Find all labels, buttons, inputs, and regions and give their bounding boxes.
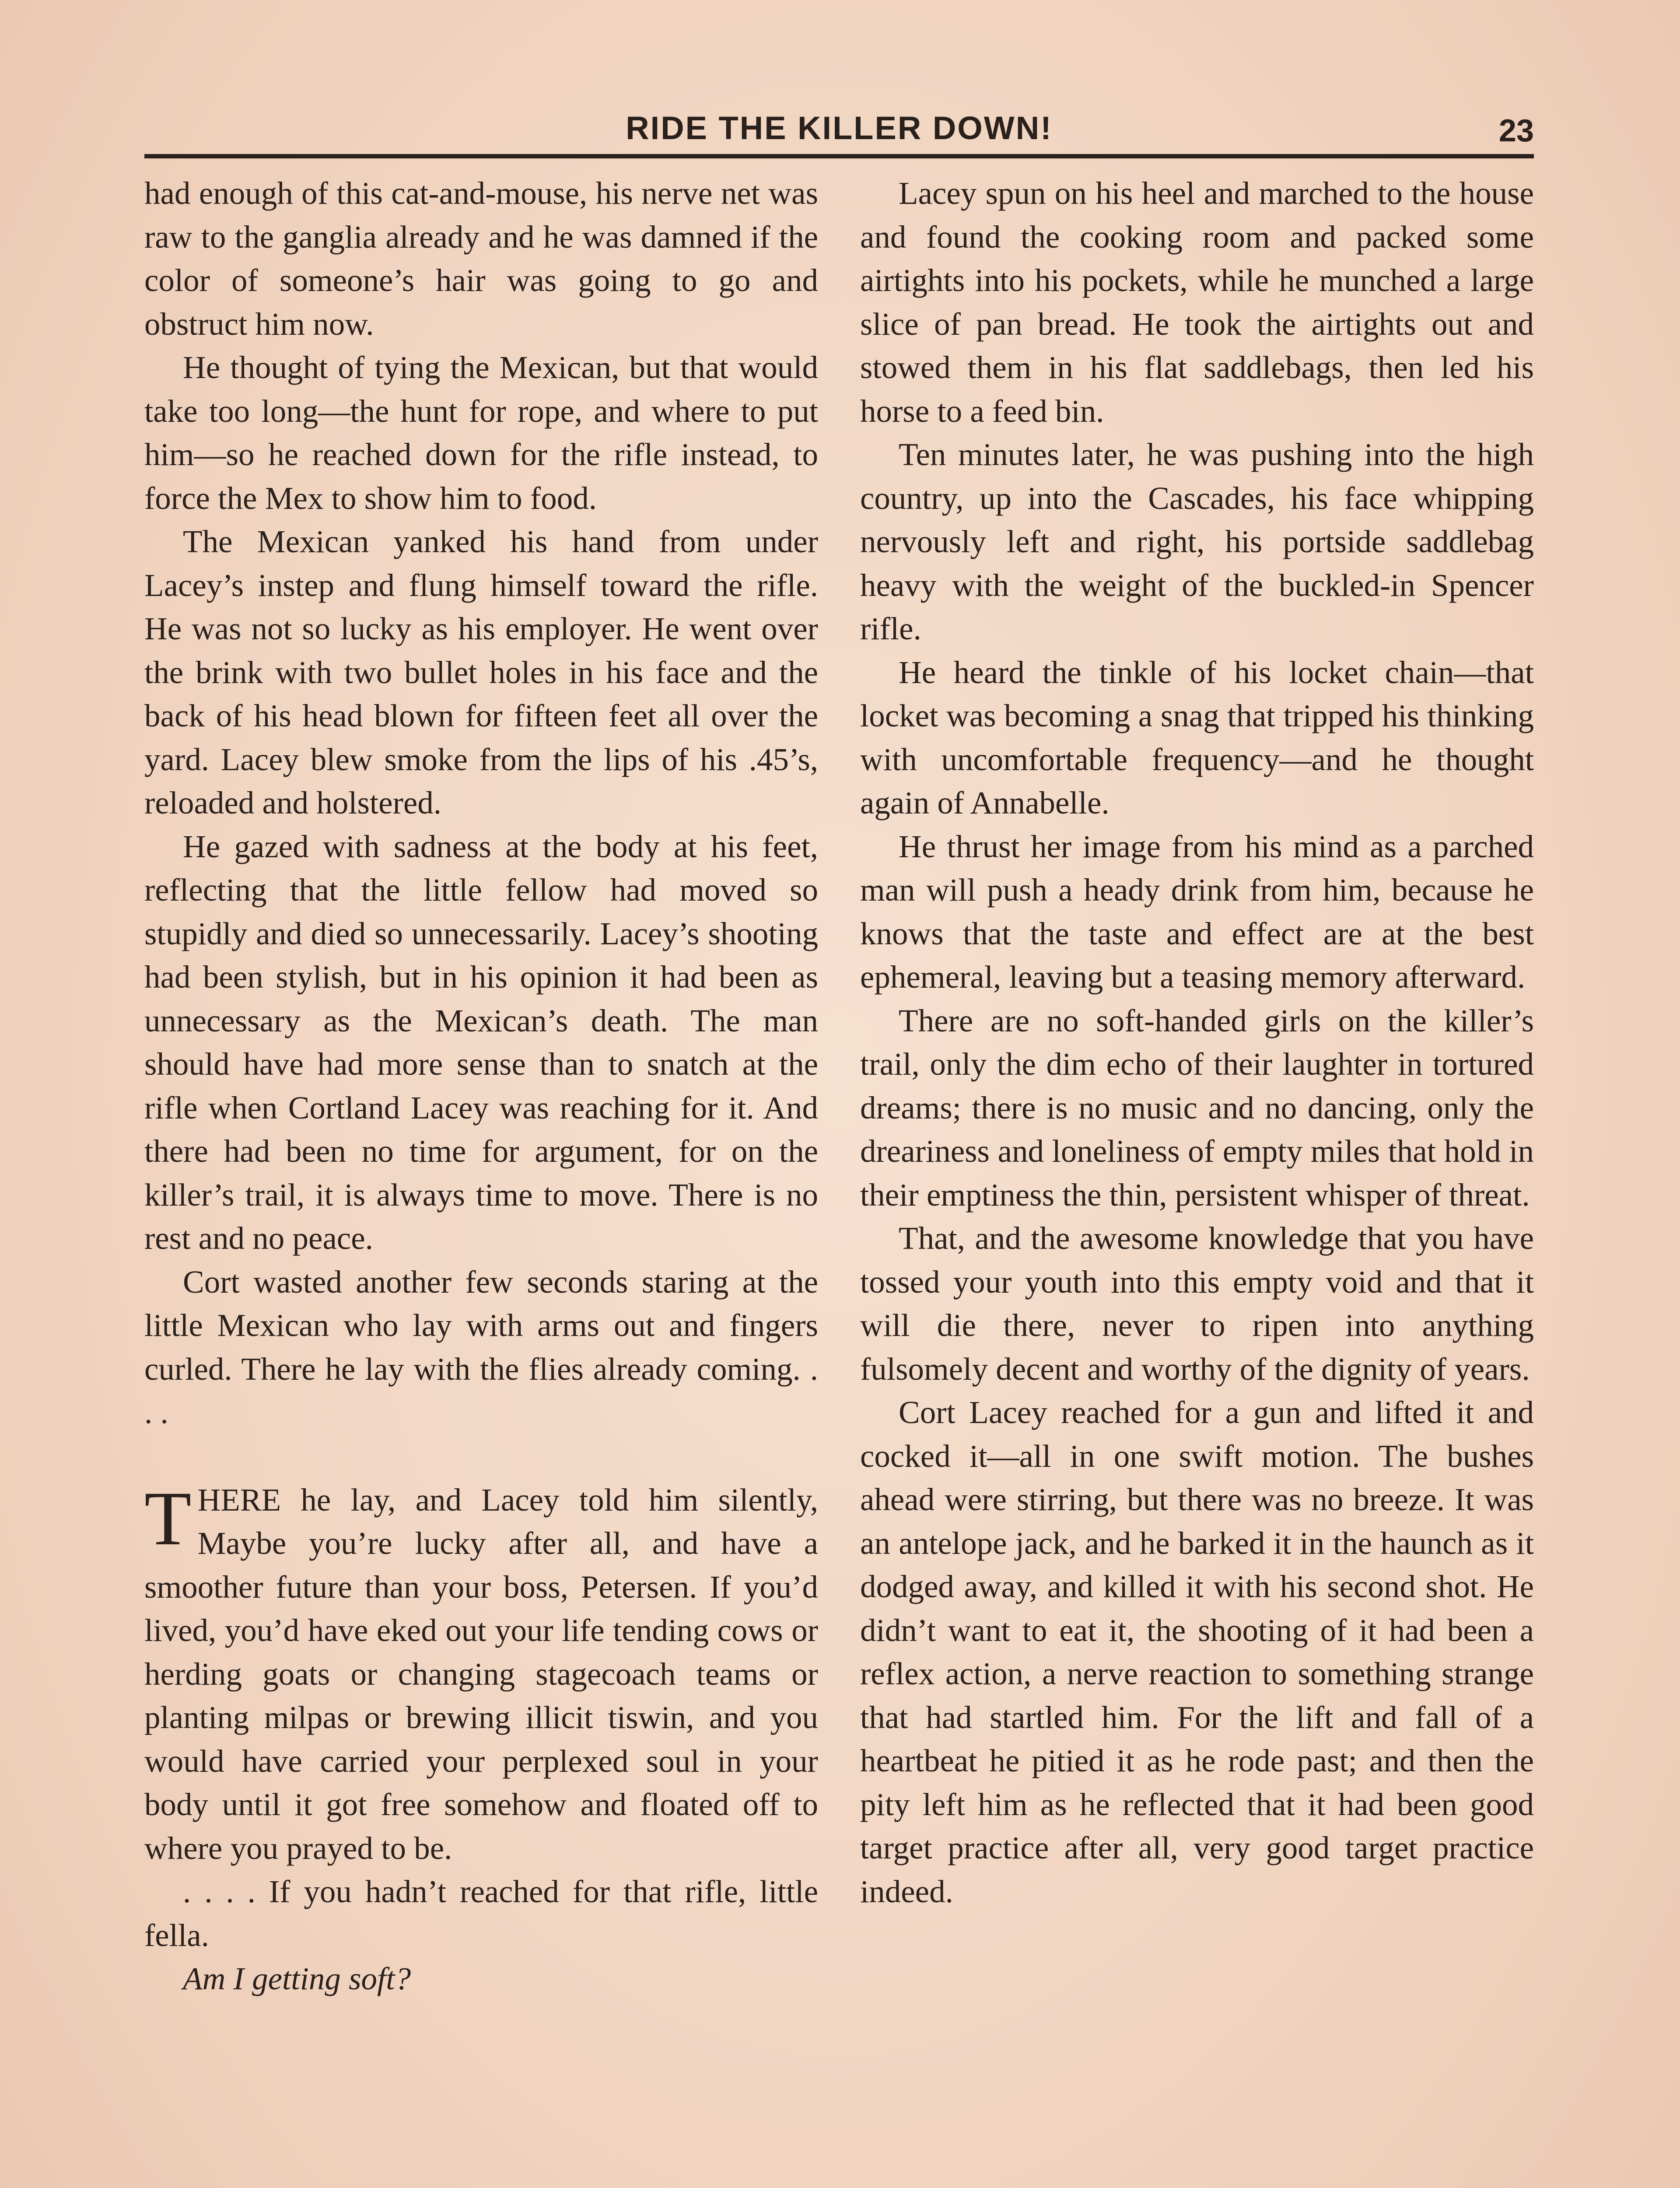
paragraph: He gazed with sadness at the body at his feet, reflecting that the little fellow had moved so stupidly and died so unnecessarily. Lacey’s shooting had been stylish, but in his opinion it had been as unnecessary as the Mexican’s death. The man should have had more sense than to snatch at the rifle when Cortland Lacey was reaching for it. And there had been no time for argument, for on the killer’s trail, it is always time to move. There is no rest and no peace.	[144, 828, 818, 1256]
paragraph: Ten minutes later, he was pushing into the high country, up into the Cascades, his face whipping nervously left and right, his portside saddlebag heavy with the weight of the buckled-in Spencer rifle.	[860, 437, 1534, 646]
paragraph: That, and the awesome knowledge that you have tossed your youth into this empty void and that it will die there, never to ripen into anything fulsomely decent and worthy of the dignity of years.	[860, 1220, 1534, 1387]
paragraph-italic: Am I getting soft?	[183, 1961, 411, 1996]
drop-cap: T	[144, 1476, 192, 1561]
paragraph: Cort Lacey reached for a gun and lifted it and cocked it—all in one swift motion. The bushes ahead were stirring, but there was no breeze. It was an antelope jack, and he barked it in the haunch as it dodged away, and killed it with his second shot. He didn’t want to eat it, the shooting of it had been a reflex action, a nerve reaction to something strange that had startled him. For the lift and fall of a heartbeat he pitied it as he rode past; and then the pity left him as he reflected that it had been good target practice after all, very good target practice indeed.	[860, 1395, 1534, 1909]
paragraph: Lacey spun on his heel and marched to the house and found the cooking room and packed some airtights into his pockets, while he munched a large slice of pan bread. He took the airtights out and stowed them in his flat saddlebags, then led his horse to a feed bin.	[860, 175, 1534, 429]
paragraph: He thought of tying the Mexican, but that would take too long—the hunt for rope, and where to put him—so he reached down for the rifle instead, to force the Mex to show him to food.	[144, 350, 818, 516]
paragraph: . . . . If you hadn’t reached for that rifle, little fella.	[144, 1874, 818, 1953]
running-header	[144, 103, 1534, 156]
paragraph-text: HERE he lay, and Lacey told him silently, Maybe you’re lucky after all, and have a smoother future than your boss, Petersen. If you’d lived, you’d have eked out your life tending cows or herding goats or changing stagecoach teams or planting milpas or brewing illicit tiswin, and you would have carried your perplexed soul in your body until it got free somehow and floated off to where you prayed to be.	[144, 1482, 818, 1866]
page-number: 23	[1498, 113, 1534, 148]
paragraph: The Mexican yanked his hand from under Lacey’s instep and flung himself toward the rifle. He was not so lucky as his employer. He went over the brink with two bullet holes in his face and the back of his head blown for fifteen feet all over the yard. Lacey blew smoke from the lips of his .45’s, reloaded and holstered.	[144, 524, 818, 820]
paragraph: He thrust her image from his mind as a parched man will push a heady drink from him, because he knows that the taste and effect are at the best ephemeral, leaving but a teasing memory afterward.	[860, 828, 1534, 995]
paragraph: had enough of this cat-and-mouse, his nerve net was raw to the ganglia already and he was damned if the color of someone’s hair was going to go and obstruct him now.	[144, 175, 818, 342]
right-column	[860, 172, 1534, 1913]
left-column	[144, 172, 818, 2001]
header-rule	[144, 154, 1534, 158]
paragraph: There are no soft-handed girls on the killer’s trail, only the dim echo of their laughter in tortured dreams; there is no music and no dancing, only the dreariness and loneliness of empty miles that hold in their emptiness the thin, persistent whisper of threat.	[860, 1003, 1534, 1213]
paragraph: Cort wasted another few seconds staring at the little Mexican who lay with arms out and fingers curled. There he lay with the flies already coming. . . .	[144, 1264, 818, 1430]
paragraph-dropcap	[144, 1478, 818, 1870]
section-break	[144, 1434, 818, 1478]
paragraph: He heard the tinkle of his locket chain—that locket was becoming a snag that tripped his thinking with uncomfortable frequency—and he thought again of Annabelle.	[860, 654, 1534, 820]
running-title: RIDE THE KILLER DOWN!	[626, 110, 1053, 146]
